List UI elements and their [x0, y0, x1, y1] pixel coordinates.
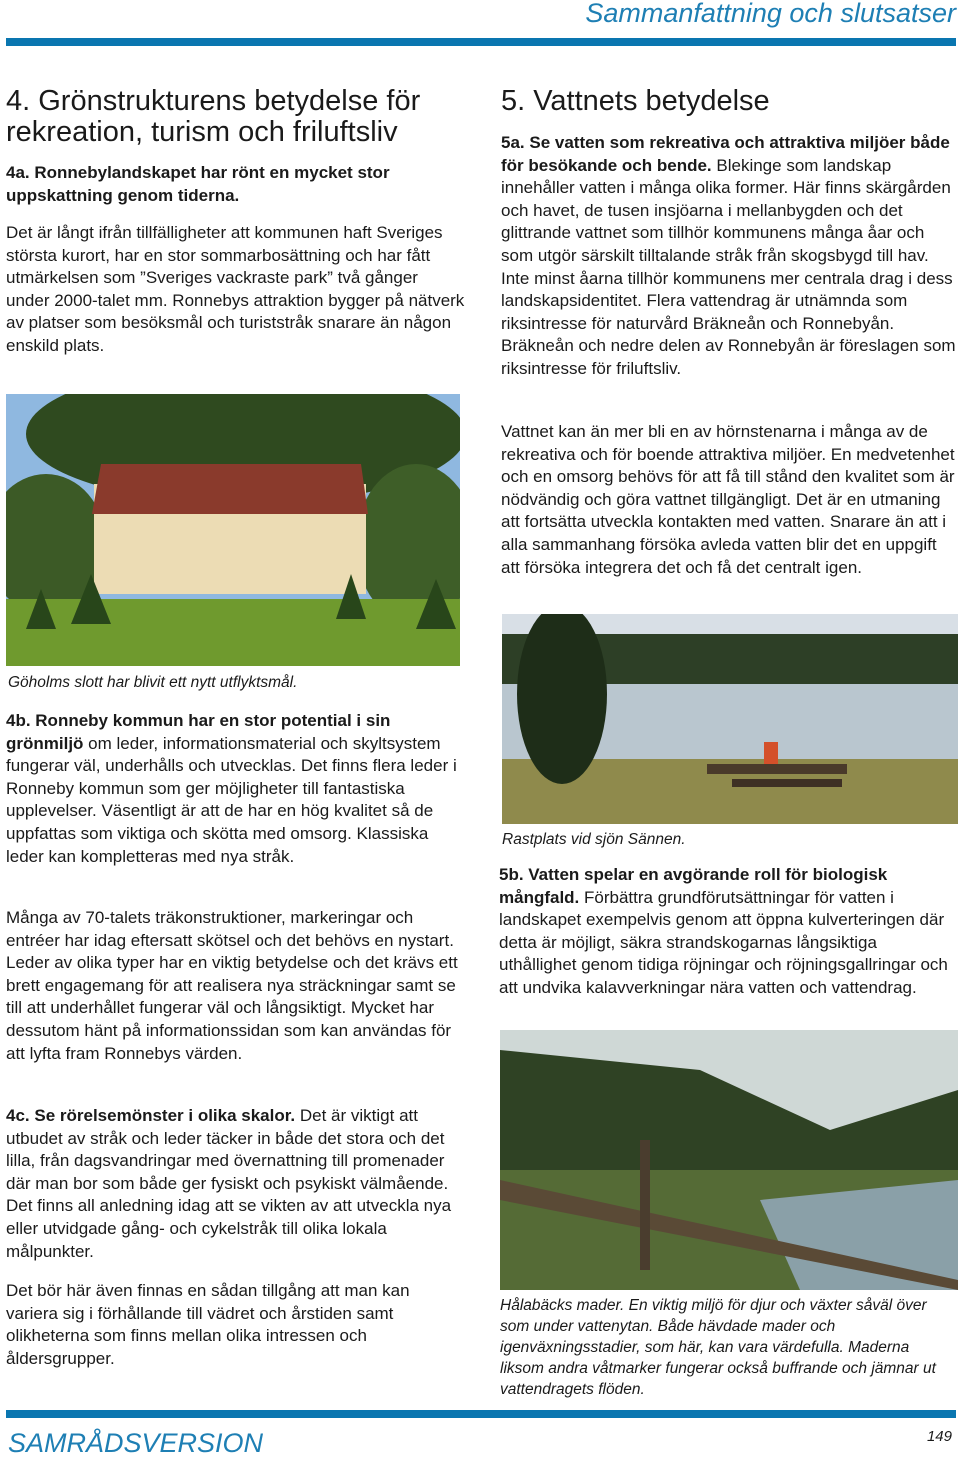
section-5a-paragraph-1 [501, 132, 957, 381]
sannen-photo-caption: Rastplats vid sjön Sännen. [502, 831, 686, 848]
section-4a-paragraph: Det är långt ifrån tillfälligheter att kommunen haft Sveriges största kurort, har en stor sommarbosättning och har fått utmärkelsen som ”Sveriges vackraste park” två gånger under 2000-talet mm. Ronnebys attraktion bygger på nätverk av platser som besöksmål och turiststråk snarare än någon enskild plats. [6, 223, 465, 355]
section-4c-paragraph-1 [6, 1105, 466, 1263]
section-5b-paragraph [499, 864, 957, 1000]
section-5a-paragraph-2: Vattnet kan än mer bli en av hörnstenarna i många av de rekreativa och för boende attraktiva miljöer. En medvetenhet och en omsorg behövs för att få till stånd den kvalitet som är nödvändig och göra vattnet tillgängligt. Det är en utmaning att fortsätta utveckla kontakten med vatten. Snarare än att i alla sammanhang försöka avleda vatten blir det en uppgift att försöka integrera det och få det centralt igen. [501, 422, 955, 577]
sannen-lake-photo [502, 614, 958, 824]
halabacks-photo-caption: Hålabäcks mader. En viktig miljö för djur och växter såväl över som under vattenytan. Både hävdade mader och igenväxningsstadier, som här, kan vara värdefulla. Maderna liksom andra våtmarker fungerar också buffrande och jämnar ut vattendragets flöden. [500, 1297, 936, 1398]
section-4-heading: 4. Grönstrukturens betydelse för rekreation, turism och friluftsliv [6, 85, 421, 148]
section-5b-lead: 5b. Vatten spelar en avgörande roll för biologisk mångfald. [499, 865, 888, 907]
section-4a-lead: 4a. Ronnebylandskapet har rönt en mycket stor uppskattning genom tiderna. [6, 163, 390, 205]
footer-label: SAMRÅDSVERSION [8, 1428, 264, 1458]
section-4b-lead: 4b. Ronneby kommun har en stor potential i sin grönmiljö [6, 711, 391, 753]
section-5a-lead: 5a. Se vatten som rekreativa och attraktiva miljöer både för besökande och bende. [501, 133, 950, 175]
section-5-heading: 5. Vattnets betydelse [501, 85, 770, 117]
halabacks-mader-photo [500, 1030, 958, 1290]
section-4c-paragraph-2: Det bör här även finnas en sådan tillgång att man kan variera sig i förhållande till vädret och årstiden samt olikheterna som finns mellan olika intressen och åldersgrupper. [6, 1281, 410, 1368]
goholm-photo-caption: Göholms slott har blivit ett nytt utflyktsmål. [8, 674, 298, 691]
section-4b-paragraph-2: Många av 70-talets träkonstruktioner, markeringar och entréer har idag eftersatt skötsel och det behövs en nystart. Leder av olika typer har en viktig betydelse och det krävs ett brett engagemang för att realisera nya sträckningar samt se till att underhållet fungerar väl och långsiktigt. Mycket har dessutom hänt på informationssidan som kan användas för att lyfta fram Ronnebys värden. [6, 908, 458, 1063]
section-4b-paragraph-1 [6, 710, 466, 868]
running-title: Sammanfattning och slutsatser [585, 0, 956, 28]
goholm-castle-photo [6, 394, 460, 666]
footer-rule [6, 1410, 956, 1418]
section-4c-text: Det är viktigt att utbudet av stråk och leder täcker in både det stora och det lilla, från dagsvandringar med övernattning till promenader där man bor som både ger fysiskt och psykiskt välmående. Det finns all anledning idag att se vikten av att utveckla nya eller utvidgade gång- och cykelstråk till olika lokala målpunkter. [6, 1106, 452, 1261]
header-rule [6, 38, 956, 46]
page-number: 149 [926, 1428, 952, 1445]
section-4c-lead: 4c. Se rörelsemönster i olika skalor. [6, 1106, 296, 1125]
section-5b-text: Förbättra grundförutsättningar för vatten i landskapet exempelvis genom att öppna kulverteringen där detta är möjligt, säkra strandskogarnas långsiktiga uthållighet genom tidiga röjningar och röjningsgallringar och att undvika kalavverkningar nära vatten och vattendrag. [499, 887, 948, 997]
section-4b-text: om leder, informationsmaterial och skyltsystem fungerar väl, underhålls och utvecklas. Det finns flera leder i Ronneby kommun som ger möjligheter till fantastiska upplevelser. Väsentligt är att de har en hög kvalitet så de uppfattas som viktiga och skötta med omsorg. Klassiska leder kan kompletteras med nya stråk. [6, 733, 457, 866]
section-5a-text: Blekinge som landskap innehåller vatten i många olika former. Här finns skärgården och havet, de tusen insjöarna i mellanbygden och det glittrande vattnet som tillhör kommunens många åar och som utgör särskilt tilltalande stråk från skogsbygd till hav. Inte minst åarna tillhör kommunens mer centrala drag i dess landskapsidentitet. Flera vattendrag är utnämnda som riksintresse för naturvård Bräkneån och Ronnebyån. Bräkneån och nedre delen av Ronnebyån är föreslagen som riksintresse för friluftsliv. [501, 155, 956, 378]
